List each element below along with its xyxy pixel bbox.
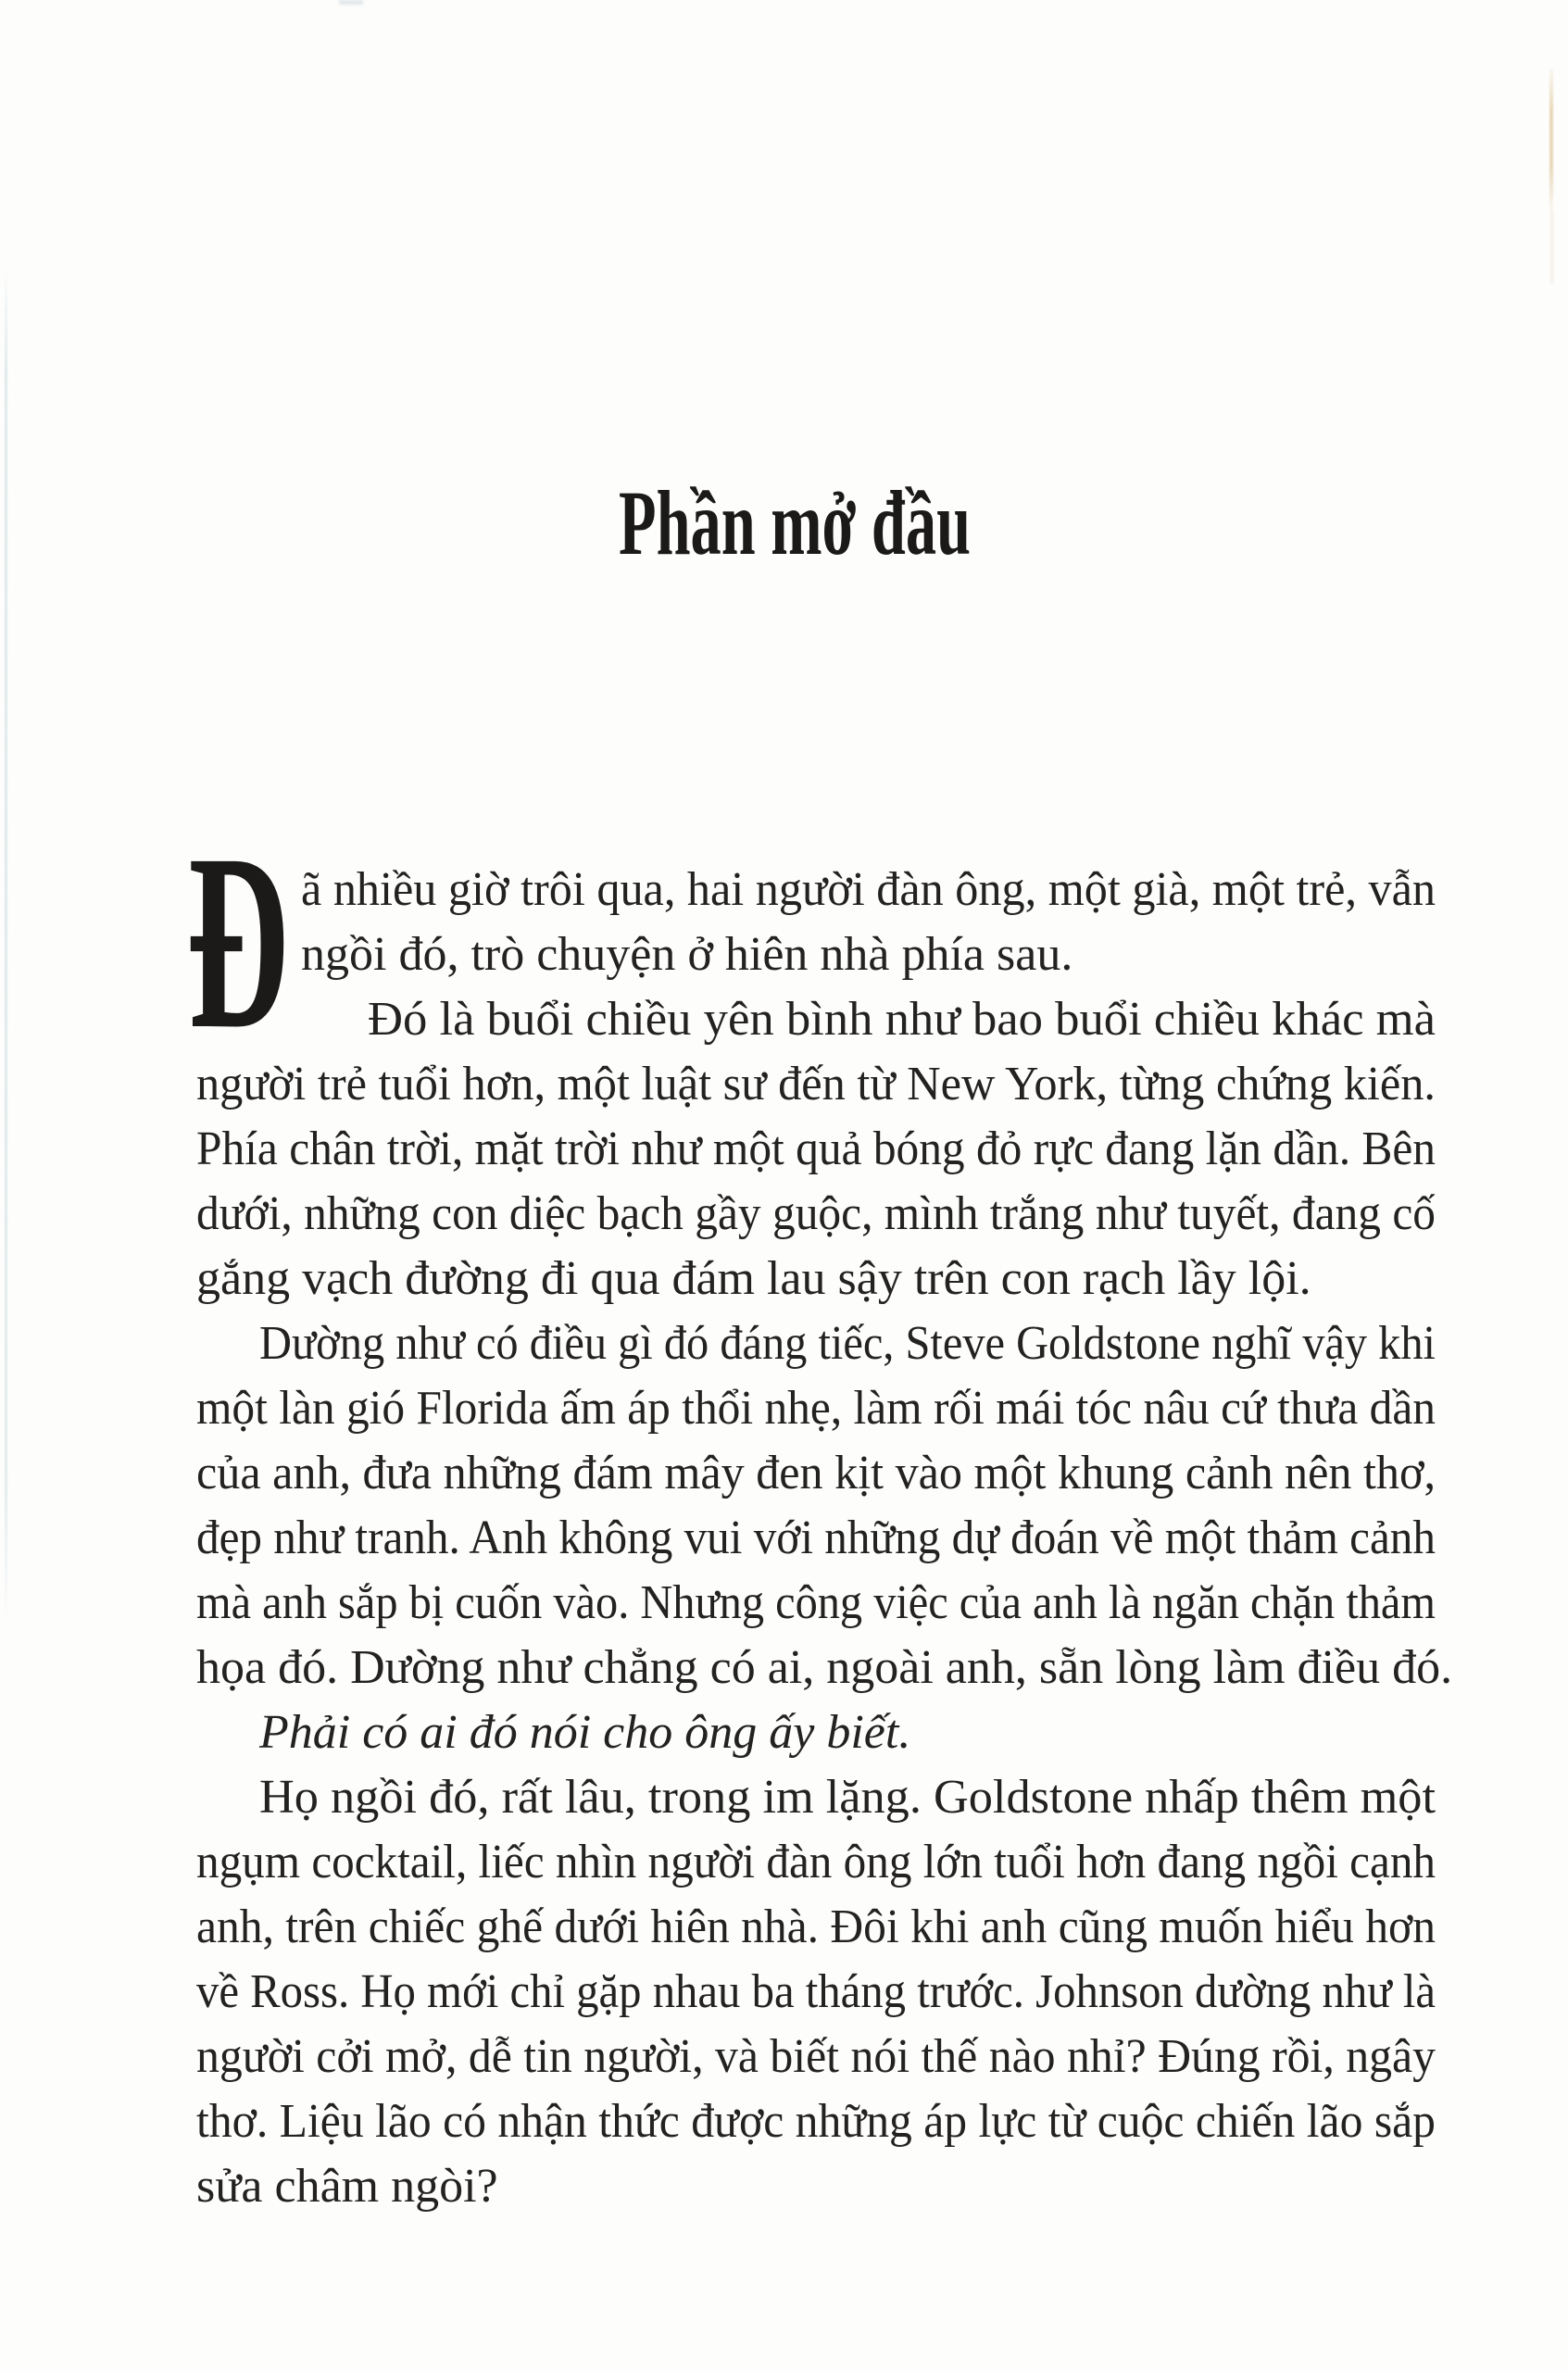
text-line: ã nhiều giờ trôi qua, hai người đàn ông, một già, một trẻ, vẫn bbox=[301, 863, 1436, 916]
text-line: gắng vạch đường đi qua đám lau sậy trên con rạch lầy lội. bbox=[196, 1252, 1311, 1305]
chapter-title: Phần mở đầu bbox=[619, 471, 971, 574]
italic-text-line: Phải có ai đó nói cho ông ấy biết. bbox=[259, 1706, 911, 1759]
text-line: thơ. Liệu lão có nhận thức được những áp lực từ cuộc chiến lão sắp bbox=[196, 2095, 1436, 2148]
text-line: anh, trên chiếc ghế dưới hiên nhà. Đôi khi anh cũng muốn hiểu hơn bbox=[196, 1901, 1436, 1953]
text-line: họa đó. Dường như chẳng có ai, ngoài anh, sẵn lòng làm điều đó. bbox=[196, 1641, 1453, 1694]
text-line: của anh, đưa những đám mây đen kịt vào một khung cảnh nên thơ, bbox=[196, 1447, 1436, 1499]
text-line: Dường như có điều gì đó đáng tiếc, Steve Goldstone nghĩ vậy khi bbox=[259, 1317, 1436, 1370]
text-line: người cởi mở, dễ tin người, và biết nói thế nào nhỉ? Đúng rồi, ngây bbox=[196, 2030, 1436, 2083]
text-line: Đó là buổi chiều yên bình như bao buổi chiều khác mà bbox=[368, 993, 1436, 1046]
text-line: sửa châm ngòi? bbox=[196, 2160, 498, 2213]
text-line: người trẻ tuổi hơn, một luật sư đến từ New York, từng chứng kiến. bbox=[196, 1058, 1436, 1110]
text-line: mà anh sắp bị cuốn vào. Nhưng công việc của anh là ngăn chặn thảm bbox=[196, 1576, 1436, 1629]
text-line: Phía chân trời, mặt trời như một quả bóng đỏ rực đang lặn dần. Bên bbox=[196, 1123, 1436, 1175]
text-line: ngụm cocktail, liếc nhìn người đàn ông lớn tuổi hơn đang ngồi cạnh bbox=[196, 1836, 1436, 1888]
text-line: đẹp như tranh. Anh không vui với những dự đoán về một thảm cảnh bbox=[196, 1512, 1436, 1564]
text-line: ngồi đó, trò chuyện ở hiên nhà phía sau. bbox=[301, 928, 1073, 981]
text-line: một làn gió Florida ấm áp thổi nhẹ, làm rối mái tóc nâu cứ thưa dần bbox=[196, 1382, 1436, 1435]
text-line: dưới, những con diệc bạch gầy guộc, mình trắng như tuyết, đang cố bbox=[196, 1187, 1436, 1240]
text-line: về Ross. Họ mới chỉ gặp nhau ba tháng trước. Johnson dường như là bbox=[196, 1965, 1436, 2018]
drop-cap: Đ bbox=[187, 802, 289, 1081]
body-text bbox=[196, 863, 1452, 2213]
text-line: Họ ngồi đó, rất lâu, trong im lặng. Goldstone nhấp thêm một bbox=[259, 1771, 1436, 1824]
